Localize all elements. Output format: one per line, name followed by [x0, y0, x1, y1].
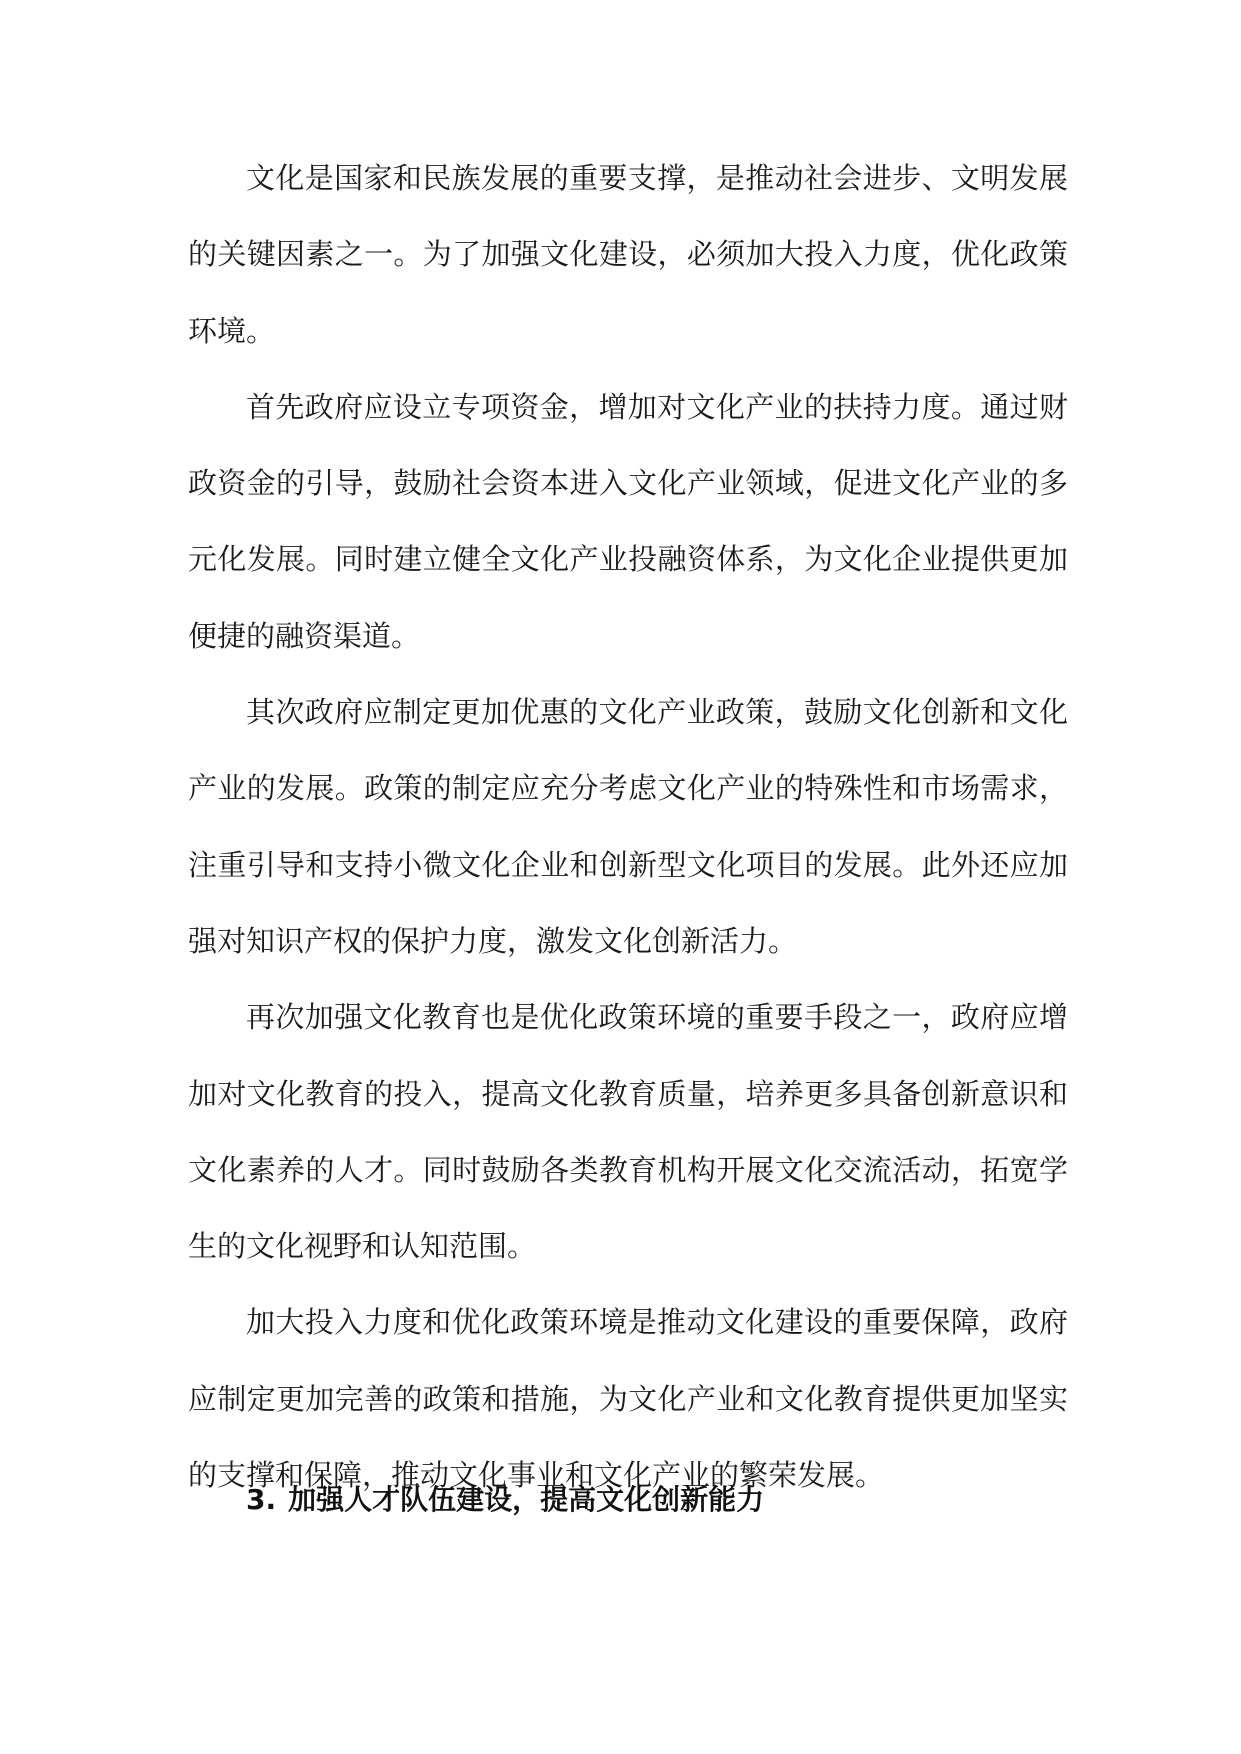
paragraph-cultural-education: 再次加强文化教育也是优化政策环境的重要手段之一，政府应增加对文化教育的投入，提高文化教育质量，培养更多具备创新意识和文化素养的人才。同时鼓励各类教育机构开展文化交流活动，拓宽学生的文化视野和认知范围。 [188, 1000, 1068, 1264]
paragraph-conclusion: 加大投入力度和优化政策环境是推动文化建设的重要保障，政府应制定更加完善的政策和措施，为文化产业和文化教育提供更加坚实的支撑和保障，推动文化事业和文化产业的繁荣发展。 [188, 1305, 1068, 1493]
paragraph-special-funds: 首先政府应设立专项资金，增加对文化产业的扶持力度。通过财政资金的引导，鼓励社会资本进入文化产业领域，促进文化产业的多元化发展。同时建立健全文化产业投融资体系，为文化企业提供更加便捷的融资渠道。 [188, 389, 1068, 653]
paragraph-investment-intro: 文化是国家和民族发展的重要支撑，是推动社会进步、文明发展的关键因素之一。为了加强文化建设，必须加大投入力度，优化政策环境。 [188, 161, 1068, 348]
section-title: 加强人才队伍建设，提高文化创新能力 [288, 1483, 765, 1516]
paragraph-preferential-policies: 其次政府应制定更加优惠的文化产业政策，鼓励文化创新和文化产业的发展。政策的制定应充分考虑文化产业的特殊性和市场需求，注重引导和支持小微文化企业和创新型文化项目的发展。此外还应加强对知识产权的保护力度，激发文化创新活力。 [188, 695, 1068, 958]
document-body [188, 140, 1068, 1513]
section-number: 3. [246, 1483, 277, 1516]
section-heading [246, 1480, 764, 1520]
